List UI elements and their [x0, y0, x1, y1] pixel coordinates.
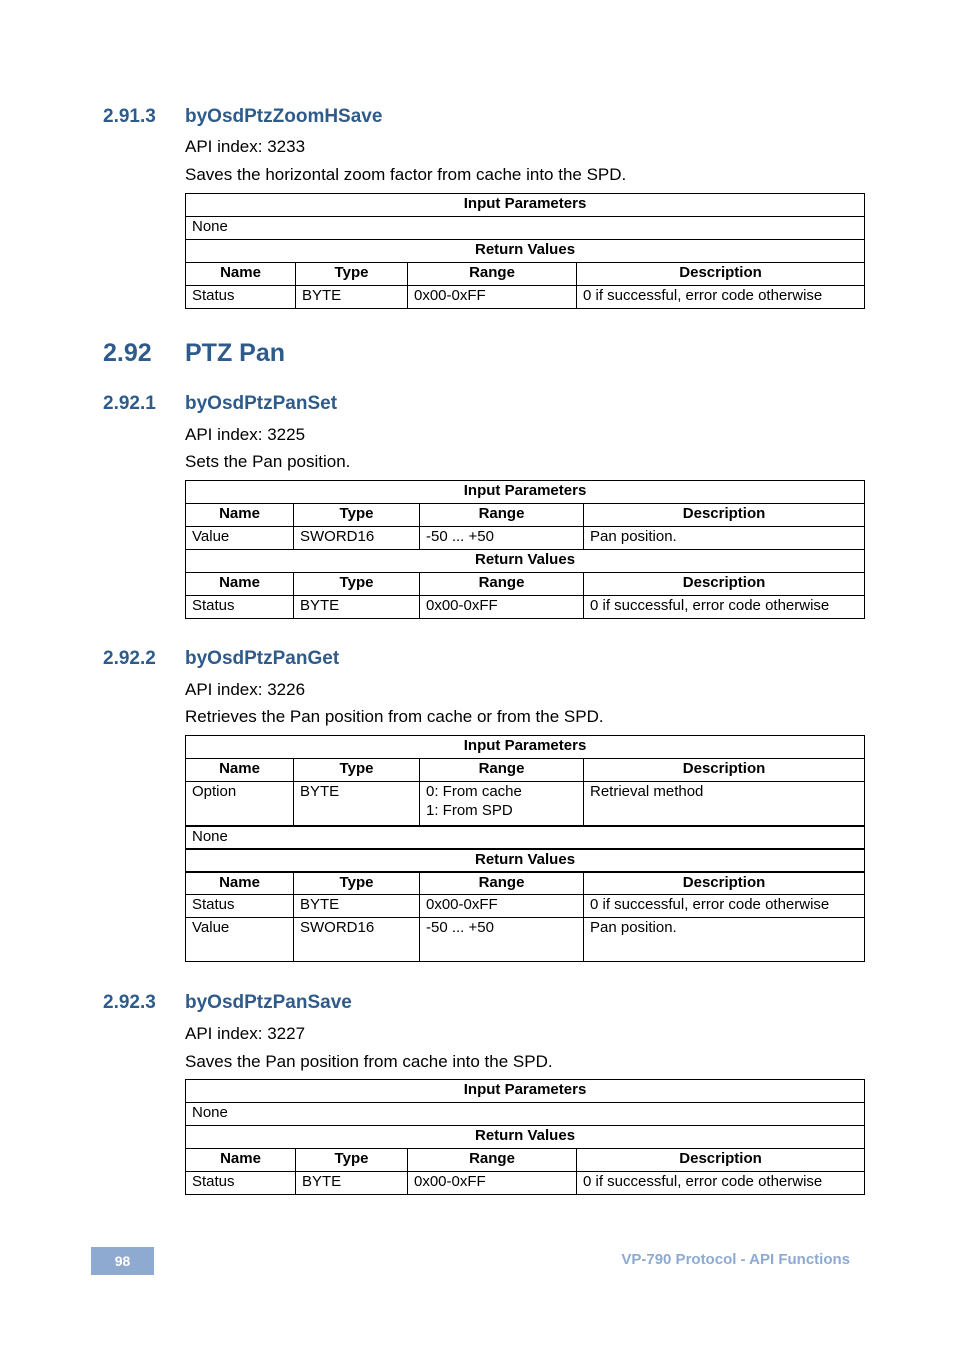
cell-range: 0x00-0xFF [408, 286, 577, 309]
section-description: Retrieves the Pan position from cache or from the SPD. [185, 707, 604, 726]
cell-range [420, 782, 584, 826]
cell-type: BYTE [294, 596, 420, 619]
table-row [186, 286, 865, 309]
column-header-type: Type [294, 872, 420, 895]
section-number: 2.92.1 [103, 393, 156, 414]
cell-description: 0 if successful, error code otherwise [577, 1172, 865, 1195]
section-title: byOsdPtzZoomHSave [185, 106, 383, 127]
column-header-type: Type [296, 1149, 408, 1172]
column-header-name: Name [186, 573, 294, 596]
cell-description: 0 if successful, error code otherwise [584, 596, 865, 619]
column-header-range: Range [420, 573, 584, 596]
cell-name: Value [186, 918, 294, 962]
cell-description: 0 if successful, error code otherwise [584, 895, 865, 918]
column-header-name: Name [186, 1149, 296, 1172]
api-table [185, 735, 865, 962]
api-table [185, 193, 865, 309]
cell-type: BYTE [296, 1172, 408, 1195]
input-parameters-header: Input Parameters [186, 1080, 865, 1103]
range-option-cache: 0: From cache [426, 783, 522, 800]
cell-name: Status [186, 286, 296, 309]
column-header-type: Type [294, 573, 420, 596]
section-heading [103, 393, 337, 415]
column-header-description: Description [584, 573, 865, 596]
footer-document-title: VP-790 Protocol - API Functions [621, 1251, 850, 1268]
section-description: Sets the Pan position. [185, 452, 351, 471]
cell-range: -50 ... +50 [420, 527, 584, 550]
chapter-heading [103, 339, 285, 368]
input-parameters-header: Input Parameters [186, 194, 865, 217]
cell-name: Status [186, 895, 294, 918]
cell-name: Option [186, 782, 294, 826]
section-title: byOsdPtzPanSet [185, 393, 338, 414]
table-row [186, 895, 865, 918]
cell-description: Pan position. [584, 527, 865, 550]
input-none-cell: None [186, 826, 865, 849]
api-table [185, 1079, 865, 1195]
column-header-description: Description [584, 504, 865, 527]
cell-type: BYTE [296, 286, 408, 309]
column-header-name: Name [186, 263, 296, 286]
column-header-range: Range [420, 504, 584, 527]
column-header-description: Description [584, 872, 865, 895]
api-index: API index: 3226 [185, 680, 306, 699]
section-description: Saves the horizontal zoom factor from cache into the SPD. [185, 165, 627, 184]
api-table [185, 480, 865, 619]
api-index: API index: 3233 [185, 137, 306, 156]
section-title: byOsdPtzPanGet [185, 648, 340, 669]
chapter-number: 2.92 [103, 339, 152, 367]
cell-type: BYTE [294, 895, 420, 918]
section-heading [103, 648, 339, 670]
column-header-name: Name [186, 759, 294, 782]
column-header-type: Type [294, 504, 420, 527]
input-parameters-header: Input Parameters [186, 736, 865, 759]
table-row [186, 782, 865, 826]
cell-type: BYTE [294, 782, 420, 826]
section-number: 2.92.3 [103, 992, 156, 1013]
cell-range: 0x00-0xFF [420, 895, 584, 918]
cell-description: Pan position. [584, 918, 865, 962]
table-row [186, 1172, 865, 1195]
cell-range: -50 ... +50 [420, 918, 584, 962]
table-row [186, 596, 865, 619]
section-number: 2.91.3 [103, 106, 156, 127]
api-index: API index: 3227 [185, 1024, 306, 1043]
return-values-header: Return Values [186, 1126, 865, 1149]
column-header-range: Range [408, 263, 577, 286]
section-number: 2.92.2 [103, 648, 156, 669]
section-title: byOsdPtzPanSave [185, 992, 352, 1013]
column-header-range: Range [408, 1149, 577, 1172]
table-row [186, 527, 865, 550]
cell-name: Value [186, 527, 294, 550]
section-description: Saves the Pan position from cache into the SPD. [185, 1052, 553, 1071]
cell-range: 0x00-0xFF [420, 596, 584, 619]
page-number-badge: 98 [91, 1247, 154, 1275]
column-header-range: Range [420, 872, 584, 895]
cell-description: Retrieval method [584, 782, 865, 826]
input-none-cell: None [186, 217, 865, 240]
column-header-name: Name [186, 872, 294, 895]
chapter-title: PTZ Pan [185, 339, 286, 367]
return-values-header: Return Values [186, 849, 865, 872]
return-values-header: Return Values [186, 240, 865, 263]
column-header-range: Range [420, 759, 584, 782]
cell-description: 0 if successful, error code otherwise [577, 286, 865, 309]
table-row [186, 918, 865, 962]
column-header-description: Description [577, 1149, 865, 1172]
input-none-cell: None [186, 1103, 865, 1126]
cell-name: Status [186, 596, 294, 619]
cell-type: SWORD16 [294, 527, 420, 550]
cell-type: SWORD16 [294, 918, 420, 962]
column-header-description: Description [577, 263, 865, 286]
column-header-description: Description [584, 759, 865, 782]
cell-name: Status [186, 1172, 296, 1195]
range-option-spd: 1: From SPD [426, 802, 513, 819]
column-header-type: Type [294, 759, 420, 782]
return-values-header: Return Values [186, 550, 865, 573]
cell-range: 0x00-0xFF [408, 1172, 577, 1195]
input-parameters-header: Input Parameters [186, 481, 865, 504]
api-index: API index: 3225 [185, 425, 306, 444]
section-heading [103, 992, 352, 1014]
column-header-name: Name [186, 504, 294, 527]
column-header-type: Type [296, 263, 408, 286]
section-heading [103, 106, 382, 128]
